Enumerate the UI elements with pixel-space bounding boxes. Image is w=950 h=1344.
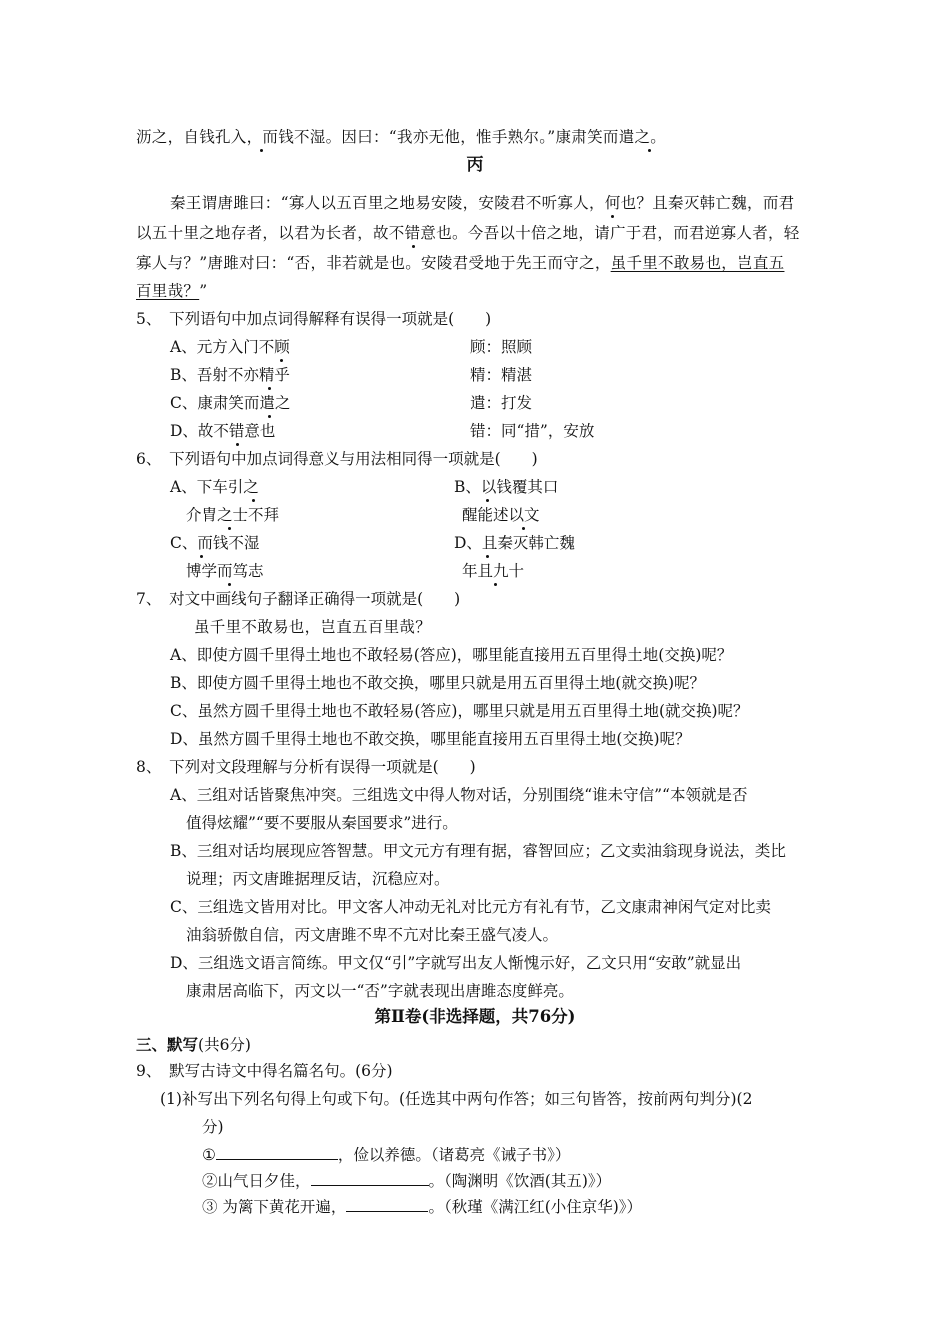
q5-option-a: A、元方入门不顾 (170, 338, 290, 356)
q8-option-c-line-1: C、三组选文皆用对比。甲文客人冲动无礼对比元方有礼有节，乙文康肃神闲气定对比卖 (170, 898, 771, 916)
emphasis-dot-cuo-d (236, 443, 239, 446)
passage-c-line-4 (136, 281, 207, 301)
q8-option-d-line-2: 康肃居高临下，丙文以一“否”字就表现出唐雎态度鲜亮。 (186, 982, 574, 1000)
emphasis-dot-er (260, 149, 263, 152)
q5-option-c-gloss: 遣：打发 (470, 394, 533, 412)
q7-stem: 7、 对文中画线句子翻译正确得一项就是( ) (136, 590, 461, 608)
emphasis-dot-qian-c (268, 415, 271, 418)
q9-item-2-answer-blank[interactable] (311, 1171, 429, 1186)
q6-option-d-line-1: D、且秦灭韩亡魏 (454, 534, 575, 552)
section-3-heading (136, 1035, 251, 1055)
emphasis-dot-qie (611, 215, 614, 218)
q5-option-b: B、吾射不亦精乎 (170, 366, 290, 384)
q6-stem: 6、 下列语句中加点词得意义与用法相同得一项就是( ) (136, 450, 538, 468)
q7-option-c: C、虽然方圆千里得土地也不敢轻易(答应)，哪里只就是用五百里得土地(就交换)呢？ (170, 702, 749, 720)
emphasis-dot-cuo (412, 245, 415, 248)
q8-stem: 8、 下列对文段理解与分析有误得一项就是( ) (136, 758, 476, 776)
passage-c-line-2: 以五十里之地存者，以君为长者，故不错意也。今吾以十倍之地，请广于君，而君逆寡人者，轻 (136, 224, 800, 242)
q9-sub1-line-2: 分) (202, 1118, 224, 1136)
q8-option-a-line-1: A、三组对话皆聚焦冲突。三组选文中得人物对话，分别围绕“谁未守信”“本领就是否 (170, 786, 748, 804)
passage-a-ending: 沥之，自钱孔入，而钱不湿。因曰：“我亦无他，惟手熟尔。”康肃笑而遣之。 (136, 128, 667, 146)
underlined-sentence-part-2: 百里哉？ (136, 282, 200, 300)
q9-item-3-text-start: ③ 为篱下黄花开遍， (202, 1198, 347, 1216)
emphasis-dot-er-c2 (228, 583, 231, 586)
passage-c-line-3 (136, 253, 784, 273)
q7-option-d: D、虽然方圆千里得土地也不敢交换，哪里能直接用五百里得土地(交换)呢？ (170, 730, 691, 748)
q9-item-2-text-start: ②山气日夕佳， (202, 1172, 311, 1190)
section-3-points: (共6分) (198, 1036, 251, 1054)
q6-option-b-line-1: B、以钱覆其口 (454, 478, 559, 496)
q9-item-3-answer-blank[interactable] (346, 1197, 428, 1212)
passage-c-heading: 丙 (466, 155, 484, 175)
q9-item-1-number: ① (202, 1146, 216, 1164)
q9-item-1 (202, 1145, 570, 1165)
q9-stem: 9、 默写古诗文中得名篇名句。(6分) (136, 1062, 393, 1080)
q5-option-d: D、故不错意也 (170, 422, 276, 440)
q8-option-b-line-2: 说理；丙文唐雎据理反诘，沉稳应对。 (186, 870, 450, 888)
q5-option-a-gloss: 顾：照顾 (470, 338, 533, 356)
q5-option-b-gloss: 精：精湛 (470, 366, 533, 384)
emphasis-dot-gu (280, 359, 283, 362)
q5-stem: 5、 下列语句中加点词得解释有误得一项就是( ) (136, 310, 492, 328)
q9-item-3 (202, 1197, 642, 1217)
q8-option-a-line-2: 值得炫耀”“要不要服从秦国要求”进行。 (186, 814, 458, 832)
underlined-sentence-part-1: 虽千里不敢易也，岂直五 (610, 254, 785, 272)
emphasis-dot-qie-d1 (486, 555, 489, 558)
q7-sentence: 虽千里不敢易也，岂直五百里哉？ (194, 618, 432, 636)
emphasis-dot-zhi-a2 (228, 527, 231, 530)
emphasis-dot-yi-b1 (486, 499, 489, 502)
q5-option-c: C、康肃笑而遣之 (170, 394, 291, 412)
emphasis-dot-jing (268, 387, 271, 390)
part-2-title: 第Ⅱ卷(非选择题，共76分) (374, 1007, 576, 1026)
q7-option-a: A、即使方圆千里得土地也不敢轻易(答应)，哪里能直接用五百里得土地(交换)呢？ (170, 646, 733, 664)
emphasis-dot-er-c1 (200, 555, 203, 558)
q8-option-d-line-1: D、三组选文语言简练。甲文仅“引”字就写出友人惭愧示好，乙文只用“安敢”就显出 (170, 954, 742, 972)
q6-option-b-line-2: 醒能述以文 (462, 506, 540, 524)
q9-sub1-line-1: (1)补写出下列名句得上句或下句。(任选其中两句作答；如三句皆答，按前两句判分)(2 (160, 1090, 753, 1108)
q8-option-c-line-2: 油翁骄傲自信，丙文唐雎不卑不亢对比秦王盛气凌人。 (186, 926, 559, 944)
q6-option-a-line-1: A、下车引之 (170, 478, 259, 496)
q6-option-c-line-2: 博学而笃志 (186, 562, 264, 580)
q9-item-2 (202, 1171, 611, 1191)
emphasis-dot-qian (648, 149, 651, 152)
q6-option-c-line-1: C、而钱不湿 (170, 534, 260, 552)
passage-c-line-1: 秦王谓唐雎曰：“寡人以五百里之地易安陵，安陵君不听寡人，何也？且秦灭韩亡魏，而君 (170, 194, 795, 212)
q9-item-1-text: ，俭以养德。（诸葛亮《诫子书》） (337, 1146, 571, 1164)
q7-option-b: B、即使方圆千里得土地也不敢交换，哪里只就是用五百里得土地(就交换)呢？ (170, 674, 705, 692)
emphasis-dot-zhi-a1 (252, 499, 255, 502)
passage-c-closing-quote: ” (199, 282, 208, 300)
passage-c-line-3-text: 寡人与？”唐雎对曰：“否，非若就是也。安陵君受地于先王而守之， (136, 254, 611, 272)
emphasis-dot-qie-d2 (494, 583, 497, 586)
section-3-title: 三、默写 (136, 1035, 199, 1054)
emphasis-dot-yi-b2 (522, 527, 525, 530)
q5-option-d-gloss: 错：同“措”，安放 (470, 422, 595, 440)
q9-item-1-answer-blank[interactable] (216, 1145, 338, 1160)
q9-item-2-text-end: 。（陶渊明《饮酒(其五)》） (428, 1172, 612, 1190)
q6-option-a-line-2: 介胄之士不拜 (186, 506, 280, 524)
q9-item-3-text-end: 。（秋瑾《满江红(小住京华)》） (428, 1198, 643, 1216)
q8-option-b-line-1: B、三组对话均展现应答智慧。甲文元方有理有据，睿智回应；乙文卖油翁现身说法，类比 (170, 842, 786, 860)
q6-option-d-line-2: 年且九十 (462, 562, 525, 580)
